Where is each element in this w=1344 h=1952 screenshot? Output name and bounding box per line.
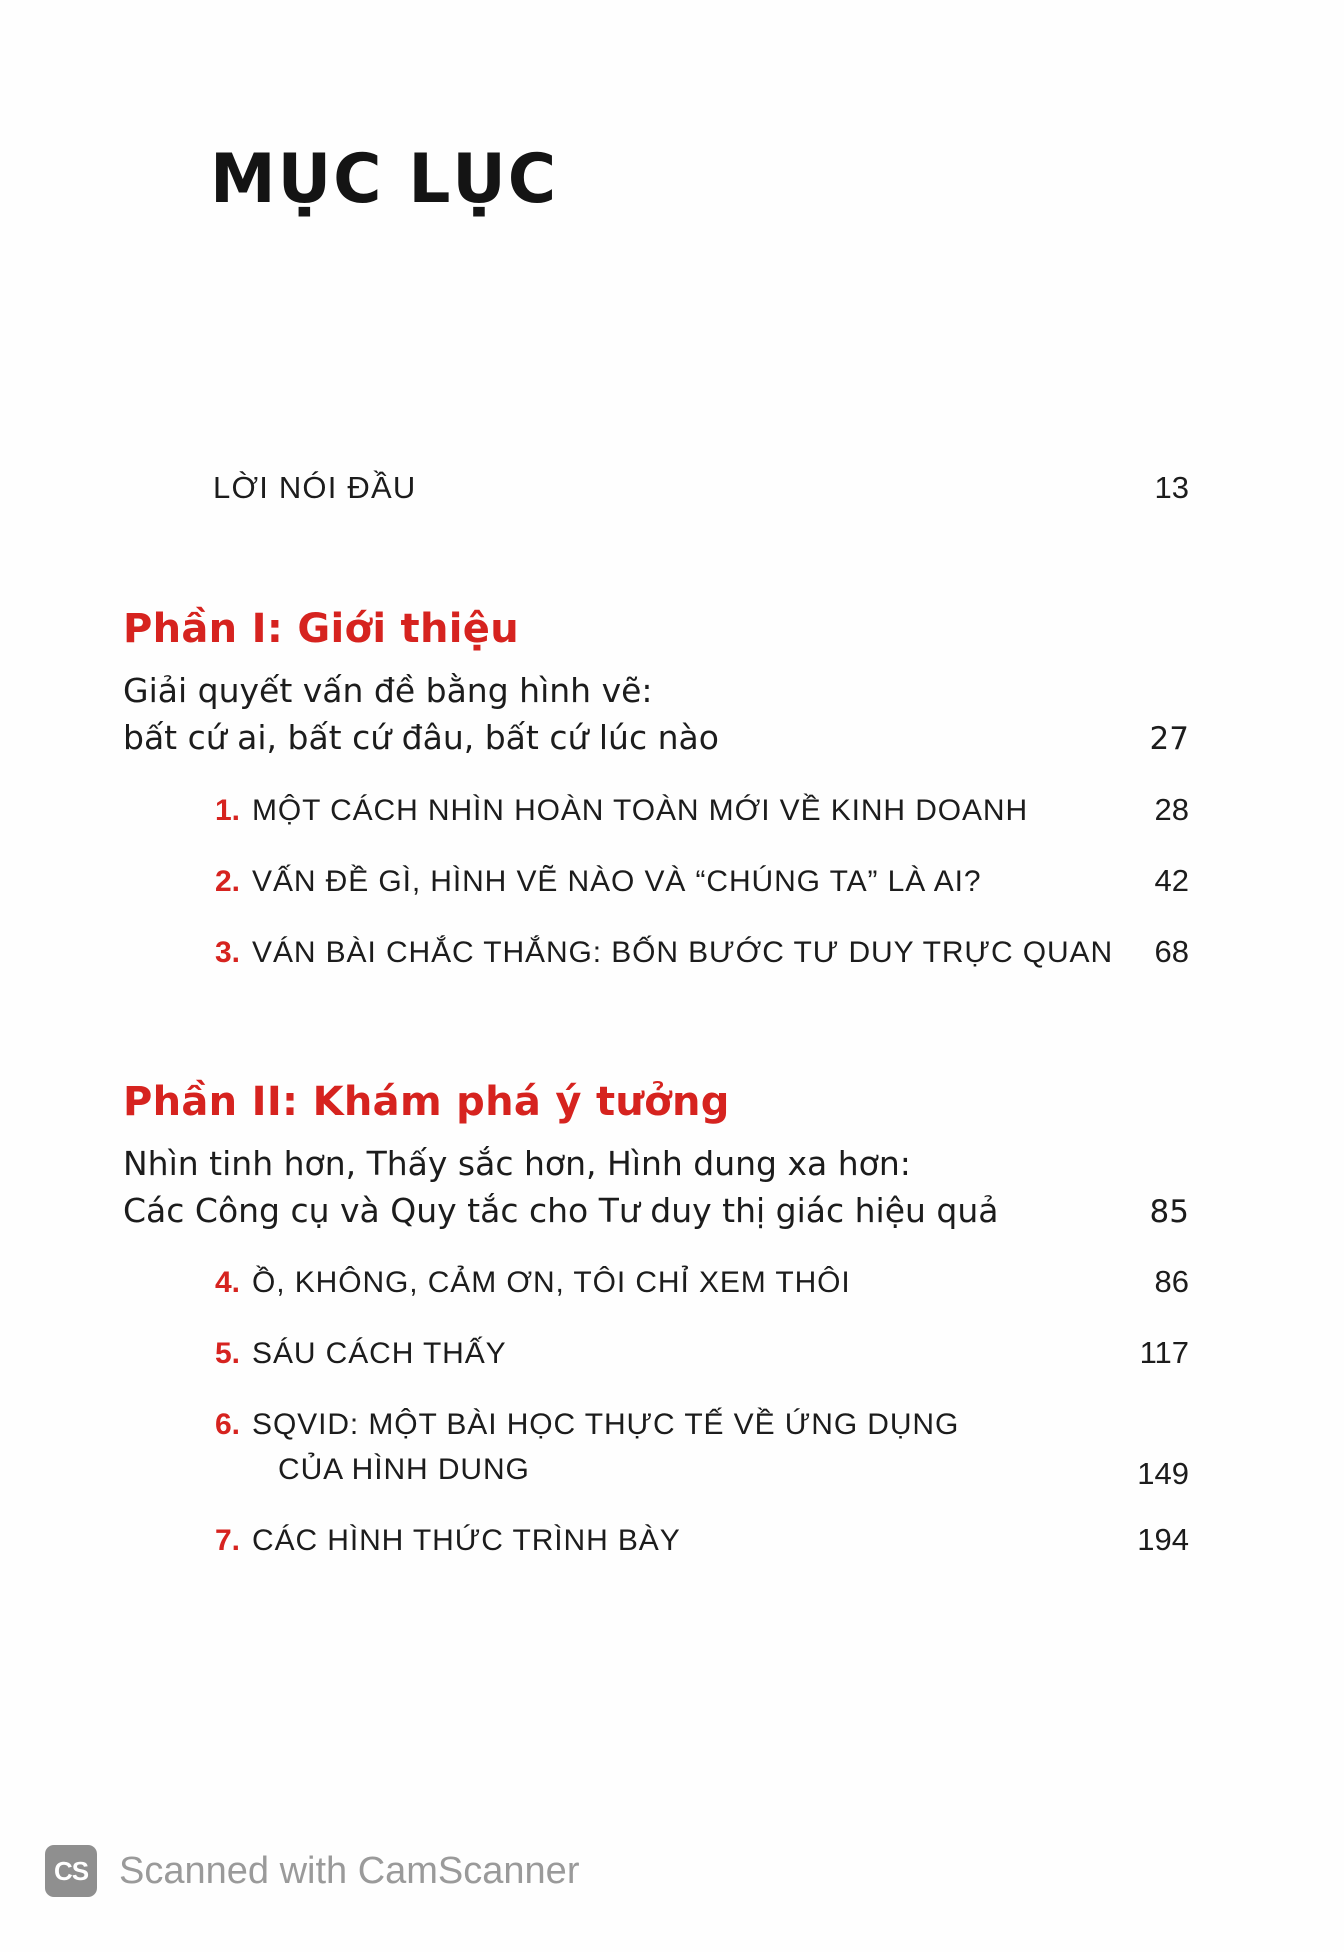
toc-entry-preface[interactable]	[0, 470, 1344, 506]
toc-part-2	[0, 1079, 1344, 1564]
chapter-6-title	[252, 1402, 959, 1492]
part-2-subtitle-row2[interactable]	[123, 1188, 1189, 1235]
chapter-1-page-number: 28	[1154, 791, 1189, 827]
part-2-subtitle	[0, 1141, 1344, 1235]
chapter-2-number: 2.	[215, 864, 241, 898]
chapter-7-title: CÁC HÌNH THỨC TRÌNH BÀY	[252, 1524, 681, 1558]
toc-chapter-5[interactable]	[0, 1331, 1344, 1376]
chapter-6-title-line2: CỦA HÌNH DUNG	[278, 1453, 530, 1487]
chapter-4-title: Ồ, KHÔNG, CẢM ƠN, TÔI CHỈ XEM THÔI	[252, 1266, 851, 1300]
chapter-3-number: 3.	[215, 935, 241, 969]
chapter-6-page-number: 149	[1137, 1456, 1189, 1492]
chapter-4-page-number: 86	[1154, 1264, 1189, 1300]
preface-label: LỜI NÓI ĐẦU	[213, 470, 417, 505]
preface-page-number: 13	[1154, 470, 1189, 505]
toc-part-1	[0, 606, 1344, 975]
chapter-1-number: 1.	[215, 793, 241, 827]
part-2-title: Phần II: Khám phá ý tưởng	[123, 1078, 730, 1125]
chapter-2-title: VẤN ĐỀ GÌ, HÌNH VẼ NÀO VÀ “CHÚNG TA” LÀ AI?	[252, 864, 982, 898]
chapter-6-number: 6.	[215, 1408, 241, 1442]
toc-content	[0, 470, 1344, 1589]
chapter-5-title: SÁU CÁCH THẤY	[252, 1337, 507, 1371]
chapter-5-page-number: 117	[1139, 1335, 1189, 1371]
camscanner-watermark	[45, 1845, 579, 1897]
part-2-chapters	[0, 1260, 1344, 1563]
part-1-subtitle-line2: bất cứ ai, bất cứ đâu, bất cứ lúc nào	[123, 717, 719, 757]
chapter-2-page-number: 42	[1154, 862, 1189, 898]
part-2-subtitle-line2: Các Công cụ và Quy tắc cho Tư duy thị giác hiệu quả	[123, 1190, 999, 1230]
chapter-7-number: 7.	[215, 1524, 241, 1558]
part-2-subtitle-line1: Nhìn tinh hơn, Thấy sắc hơn, Hình dung xa hơn:	[123, 1143, 911, 1183]
section-gap	[0, 1001, 1344, 1079]
chapter-6-title-line1: SQVID: MỘT BÀI HỌC THỰC TẾ VỀ ỨNG DỤNG	[252, 1408, 960, 1442]
toc-chapter-2[interactable]	[0, 859, 1344, 904]
camscanner-watermark-text: Scanned with CamScanner	[119, 1849, 580, 1892]
camscanner-logo-icon: CS	[45, 1845, 97, 1897]
toc-chapter-6[interactable]	[0, 1402, 1344, 1492]
part-1-title: Phần I: Giới thiệu	[123, 606, 519, 652]
toc-chapter-3[interactable]	[0, 930, 1344, 975]
chapter-4-number: 4.	[215, 1266, 241, 1300]
chapter-5-number: 5.	[215, 1337, 241, 1371]
chapter-1-title: MỘT CÁCH NHÌN HOÀN TOÀN MỚI VỀ KINH DOANH	[252, 793, 1029, 827]
part-1-chapters	[0, 788, 1344, 975]
part-1-page-number: 27	[1149, 720, 1189, 757]
chapter-3-page-number: 68	[1154, 933, 1189, 969]
toc-chapter-1[interactable]	[0, 788, 1344, 833]
toc-chapter-4[interactable]	[0, 1260, 1344, 1305]
toc-chapter-7[interactable]	[0, 1518, 1344, 1563]
part-1-subtitle-line1: Giải quyết vấn đề bằng hình vẽ:	[123, 671, 653, 710]
chapter-3-title: VÁN BÀI CHẮC THẮNG: BỐN BƯỚC TƯ DUY TRỰC QUAN	[252, 935, 1114, 969]
part-1-subtitle-row2[interactable]	[123, 715, 1189, 762]
chapter-7-page-number: 194	[1137, 1522, 1189, 1558]
part-1-subtitle	[0, 668, 1344, 762]
part-2-page-number: 85	[1149, 1193, 1189, 1230]
page-title: MỤC LỤC	[210, 140, 559, 219]
